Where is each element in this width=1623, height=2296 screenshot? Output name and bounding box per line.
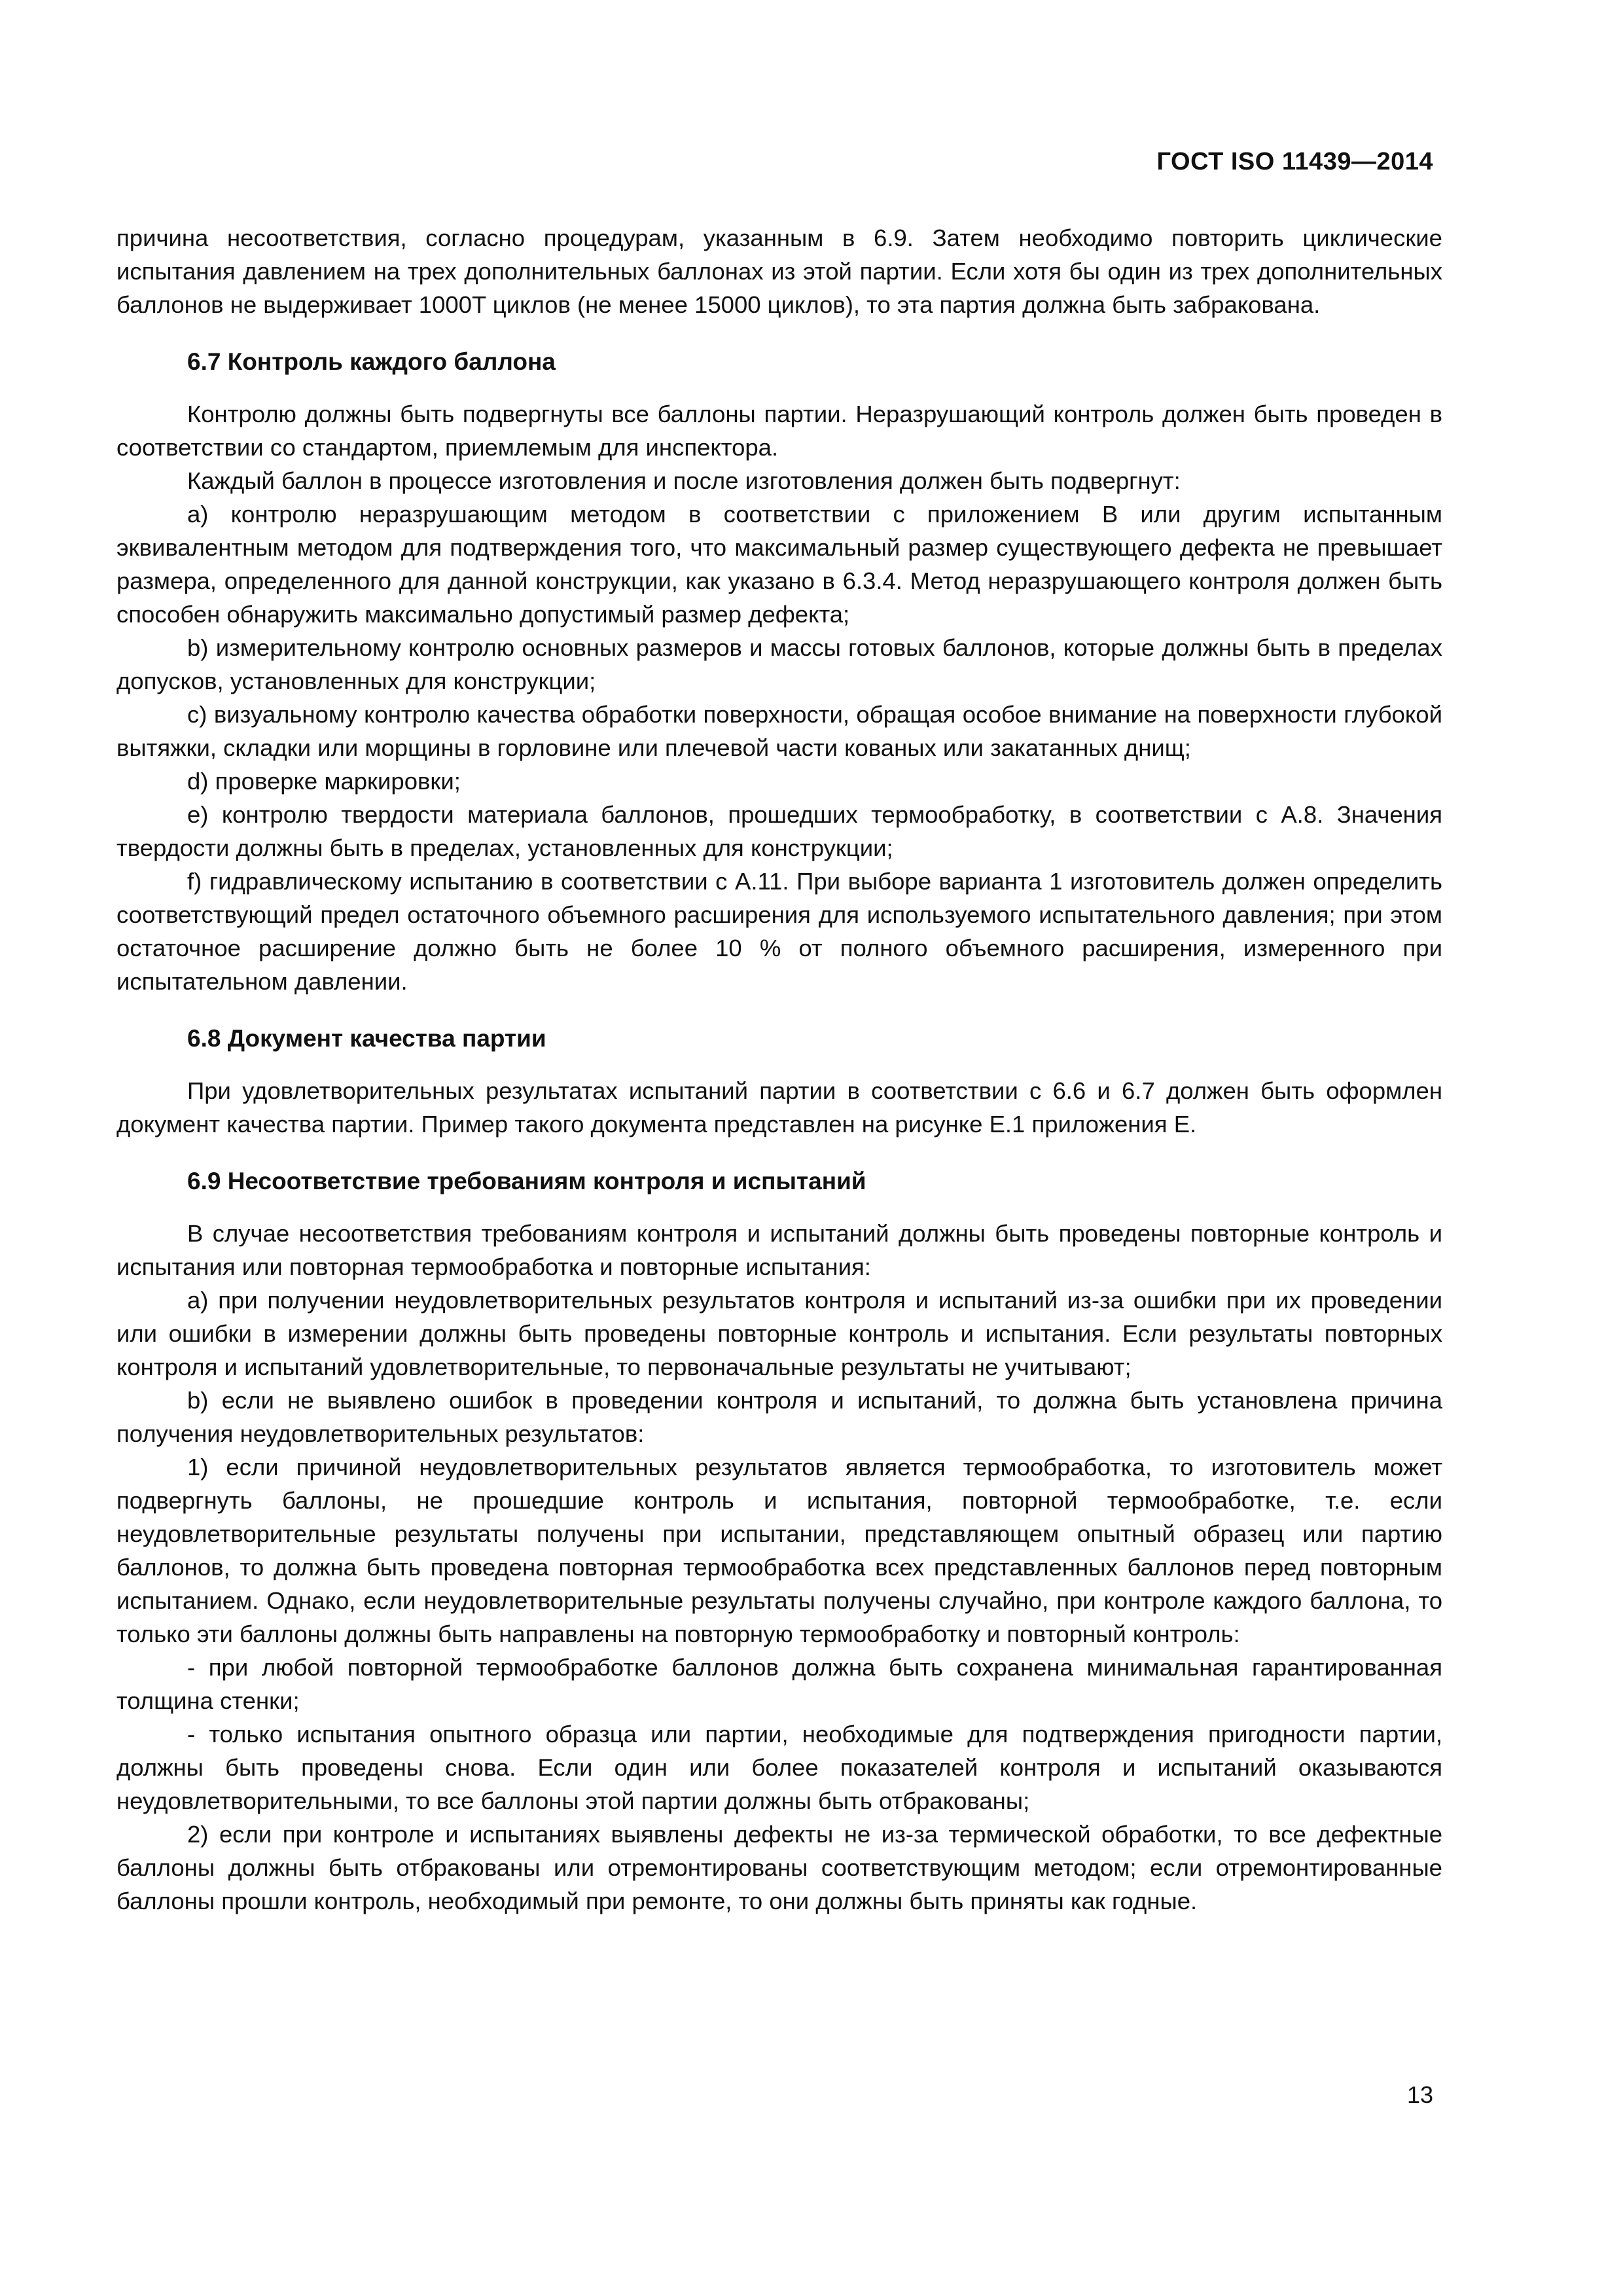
section-6-9-paragraph: В случае несоответствия требованиям контроля и испытаний должны быть проведены повторные контроль и испытания или повторная термообработка и повторные испытания:: [116, 1220, 1442, 1280]
section-6-7-paragraph: Каждый баллон в процессе изготовления и после изготовления должен быть подвергнут:: [187, 467, 1181, 494]
document-code-header: ГОСТ ISO 11439—2014: [1156, 148, 1433, 175]
section-6-7-title: 6.7 Контроль каждого баллона: [187, 348, 556, 375]
section-6-7-item-c: c) визуальному контролю качества обработки поверхности, обращая особое внимание на поверхности глубокой вытяжки, складки или морщины в горловине или плечевой части кованых или закатанных днищ;: [116, 701, 1442, 761]
section-6-8-title: 6.8 Документ качества партии: [187, 1025, 546, 1052]
section-6-9-item-b: b) если не выявлено ошибок в проведении контроля и испытаний, то должна быть установлена причина получения неудовлетворительных результатов:: [116, 1387, 1442, 1447]
intro-paragraph: причина несоответствия, согласно процедурам, указанным в 6.9. Затем необходимо повторить циклические испытания давлением на трех дополнительных баллонах из этой партии. Если хотя бы один из трех дополнительных баллонов не выдерживает 1000T циклов (не менее 15000 циклов), то эта партия должна быть забракована.: [116, 224, 1442, 318]
section-6-9-dash-item: - только испытания опытного образца или партии, необходимые для подтверждения пригодности партии, должны быть проведены снова. Если один или более показателей контроля и испытаний оказываются неудовлетворительными, то все баллоны этой партии должны быть отбракованы;: [116, 1721, 1442, 1814]
section-6-9-title: 6.9 Несоответствие требованиям контроля и испытаний: [187, 1168, 866, 1194]
section-6-7-paragraph: Контролю должны быть подвергнуты все баллоны партии. Неразрушающий контроль должен быть проведен в соответствии со стандартом, приемлемым для инспектора.: [116, 401, 1442, 461]
section-6-9-item-a: a) при получении неудовлетворительных результатов контроля и испытаний из-за ошибки при их проведении или ошибки в измерении должны быть проведены повторные контроль и испытания. Если результаты повторных контроля и испытаний удовлетворительные, то первоначальные результаты не учитывают;: [116, 1287, 1442, 1380]
section-6-9-item-2: 2) если при контроле и испытаниях выявлены дефекты не из-за термической обработки, то все дефектные баллоны должны быть отбракованы или отремонтированы соответствующим методом; если отремонтированные баллоны прошли контроль, необходимый при ремонте, то они должны быть приняты как годные.: [116, 1821, 1442, 1914]
page-content: [116, 221, 1442, 1918]
page-number: 13: [1406, 2081, 1433, 2108]
section-6-9-item-1: 1) если причиной неудовлетворительных результатов является термообработка, то изготовитель может подвергнуть баллоны, не прошедшие контроль и испытания, повторной термообработке, т.е. если неудовлетворительные результаты получены при испытании, представляющем опытный образец или партию баллонов, то должна быть проведена повторная термообработка всех представленных баллонов перед повторным испытанием. Однако, если неудовлетворительные результаты получены случайно, при контроле каждого баллона, то только эти баллоны должны быть направлены на повторную термообработку и повторный контроль:: [116, 1454, 1442, 1647]
section-6-8-paragraph: При удовлетворительных результатах испытаний партии в соответствии с 6.6 и 6.7 должен быть оформлен документ качества партии. Пример такого документа представлен на рисунке E.1 приложения E.: [116, 1077, 1442, 1138]
section-6-7-item-e: e) контролю твердости материала баллонов, прошедших термообработку, в соответствии с A.8. Значения твердости должны быть в пределах, установленных для конструкции;: [116, 801, 1442, 861]
section-6-9-dash-item: - при любой повторной термообработке баллонов должна быть сохранена минимальная гарантированная толщина стенки;: [116, 1654, 1442, 1714]
section-6-7-item-d: d) проверке маркировки;: [187, 768, 461, 795]
section-6-7-item-a: a) контролю неразрушающим методом в соответствии с приложением B или другим испытанным эквивалентным методом для подтверждения того, что максимальный размер существующего дефекта не превышает размера, определенного для данной конструкции, как указано в 6.3.4. Метод неразрушающего контроля должен быть способен обнаружить максимально допустимый размер дефекта;: [116, 501, 1442, 628]
section-6-7-item-b: b) измерительному контролю основных размеров и массы готовых баллонов, которые должны быть в пределах допусков, установленных для конструкции;: [116, 634, 1442, 694]
section-6-7-item-f: f) гидравлическому испытанию в соответствии с A.11. При выборе варианта 1 изготовитель должен определить соответствующий предел остаточного объемного расширения для используемого испытательного давления; при этом остаточное расширение должно быть не более 10 % от полного объемного расширения, измеренного при испытательном давлении.: [116, 868, 1442, 995]
